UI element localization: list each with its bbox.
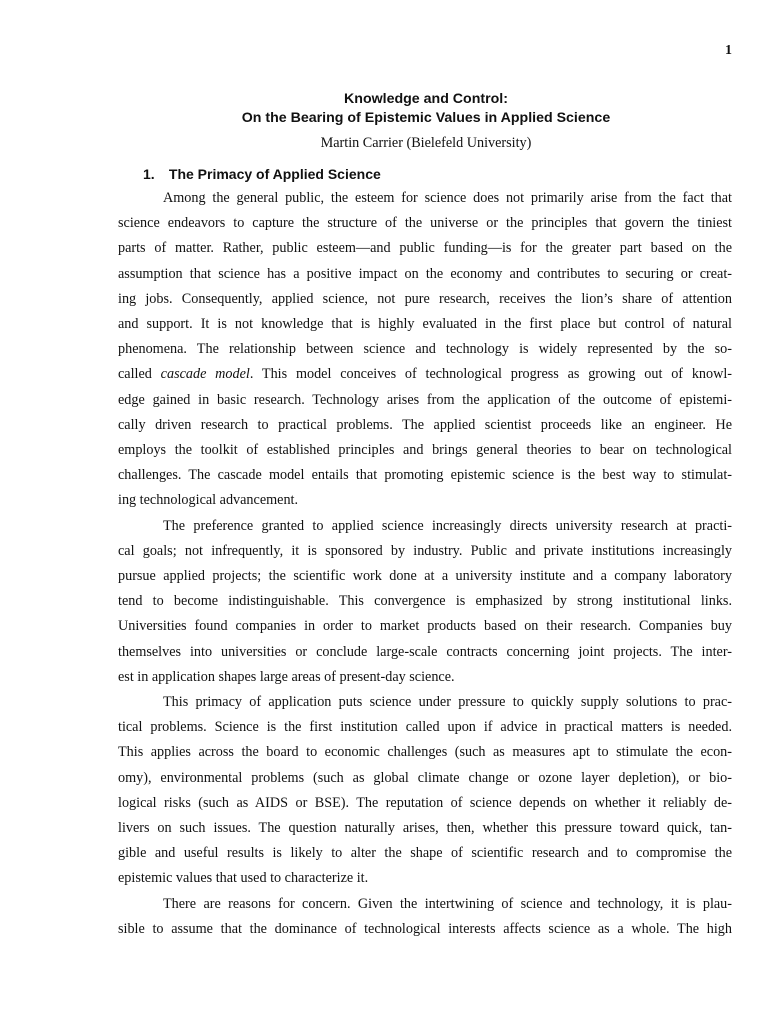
page-number: 1 <box>725 43 732 58</box>
paragraph <box>118 186 732 514</box>
text-line: challenges. The cascade model entails that promoting epistemic science is the best way to stimulat- <box>118 467 732 484</box>
text-line: omy), environmental problems (such as global climate change or ozone layer depletion), or bio- <box>118 769 732 786</box>
text-line: The preference granted to applied science increasingly directs university research at practi- <box>163 517 732 534</box>
title-block <box>0 90 768 153</box>
text-line: sible to assume that the dominance of technological interests affects science as a whole. The high <box>118 920 732 937</box>
text-line: edge gained in basic research. Technology arises from the application of the outcome of epistemi- <box>118 391 732 408</box>
text-line: tend to become indistinguishable. This convergence is emphasized by strong institutional links. <box>118 593 732 610</box>
text-line: gible and useful results is likely to alter the shape of scientific research and to compromise the <box>118 845 732 862</box>
text-line: livers on such issues. The question naturally arises, then, whether this pressure toward quick, tan- <box>118 820 732 837</box>
text-segment: . This model conceives of technological progress as growing out of knowl- <box>249 366 733 383</box>
emphasized-term: cascade model <box>160 366 250 383</box>
text-line: There are reasons for concern. Given the intertwining of science and technology, it is plau- <box>163 895 732 912</box>
section-title: The Primacy of Applied Science <box>168 166 381 182</box>
text-segment: called <box>118 366 161 383</box>
paragraph <box>118 690 732 892</box>
text-line: parts of matter. Rather, public esteem—and public funding—is for the greater part based on the <box>118 240 732 257</box>
text-line: pursue applied projects; the scientific work done at a university institute and a company laboratory <box>118 568 732 585</box>
text-line: assumption that science has a positive impact on the economy and contributes to securing or creat- <box>118 265 732 282</box>
section-number: 1. <box>143 166 155 182</box>
text-line: Universities found companies in order to market products based on their research. Companies buy <box>118 618 732 635</box>
text-line: themselves into universities or conclude large-scale contracts concerning joint projects. The inter- <box>118 643 732 660</box>
text-line: employs the toolkit of established principles and brings general theories to bear on technological <box>118 442 732 459</box>
text-line: phenomena. The relationship between science and technology is widely represented by the so- <box>118 341 732 358</box>
text-line: This primacy of application puts science under pressure to quickly supply solutions to prac- <box>163 694 732 711</box>
text-line: logical risks (such as AIDS or BSE). The reputation of science depends on whether it reliably de- <box>118 794 732 811</box>
text-line <box>118 362 732 387</box>
author-affiliation: Martin Carrier (Bielefeld University) <box>320 135 532 151</box>
text-line: epistemic values that used to characterize it. <box>118 870 369 887</box>
text-line: cally driven research to practical problems. The applied scientist proceeds like an engineer. He <box>118 416 732 433</box>
text-line: Among the general public, the esteem for science does not primarily arise from the fact that <box>163 190 732 206</box>
text-line: est in application shapes large areas of present-day science. <box>118 668 455 685</box>
paper-title-line-2: On the Bearing of Epistemic Values in Applied Science <box>241 110 611 126</box>
body-text <box>118 186 732 942</box>
paragraph <box>118 892 732 942</box>
text-line: ing jobs. Consequently, applied science, not pure research, receives the lion’s share of attention <box>118 290 732 307</box>
text-line: and support. It is not knowledge that is highly evaluated in the first place but control of natural <box>118 316 732 333</box>
text-line: This applies across the board to economic challenges (such as measures apt to stimulate the econ- <box>118 744 732 761</box>
paper-title-line-1: Knowledge and Control: <box>344 91 508 107</box>
text-line: cal goals; not infrequently, it is sponsored by industry. Public and private institutions increasingly <box>118 542 732 559</box>
paragraph <box>118 514 732 690</box>
text-line: science endeavors to capture the structure of the universe or the principles that govern the tiniest <box>118 215 732 232</box>
text-line: ing technological advancement. <box>118 492 299 509</box>
section-heading <box>143 164 381 184</box>
text-line: tical problems. Science is the first institution called upon if advice in practical matters is needed. <box>118 719 732 736</box>
